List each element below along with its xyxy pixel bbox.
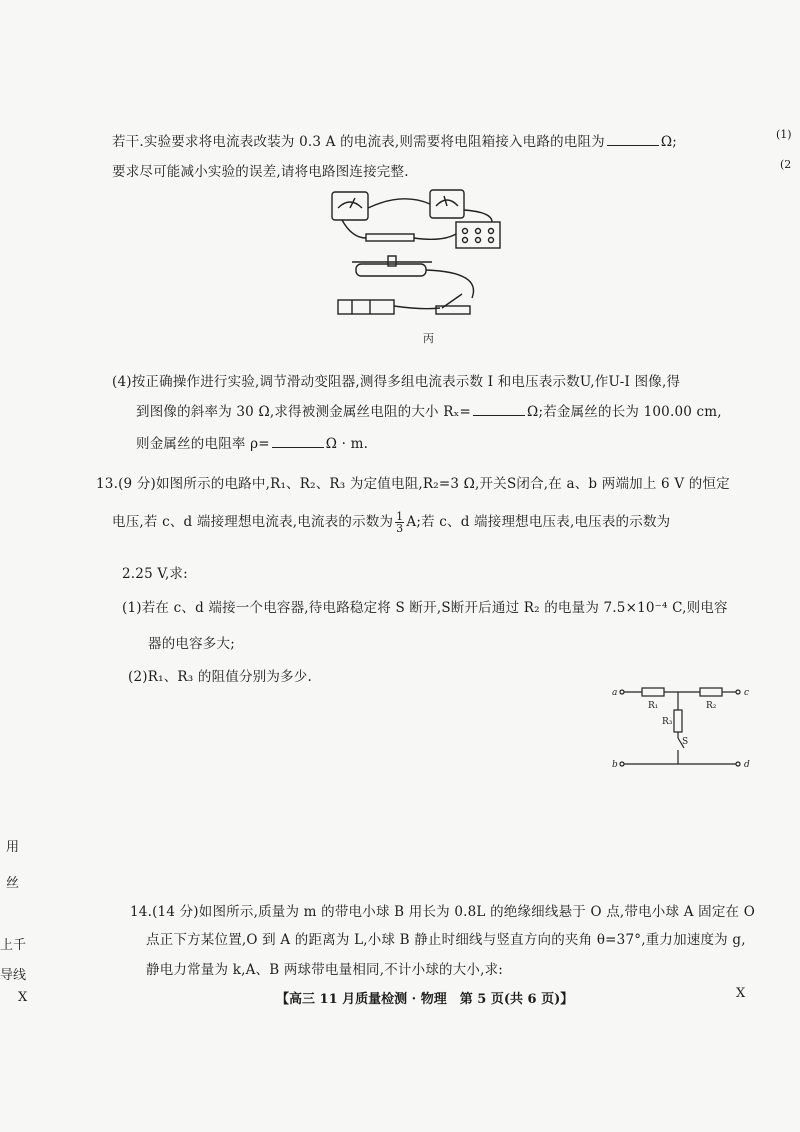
terminal-b [620,762,624,766]
label-s: S [682,737,689,747]
q12-part4-line3: 则金属丝的电阻率 ρ= Ω · m. [136,436,369,452]
right-edge-fragment: (1) [776,128,792,141]
metal-wire-board [366,234,414,241]
footer-x-mark: X [736,986,746,1001]
answer-blank [272,435,324,448]
q13-circuit-diagram [612,680,762,770]
figure-label: 丙 [423,332,435,345]
left-edge-x: X [18,990,28,1005]
label-a: a [612,688,618,698]
q13-sub2: (2)R₁、R₃ 的阻值分别为多少. [128,669,312,685]
q12-line2: 要求尽可能减小实验的误差,请将电路图连接完整. [112,164,409,180]
answer-blank [607,133,659,146]
q13-sub1-line1: (1)若在 c、d 端接一个电容器,待电路稳定将 S 断开,S断开后通过 R₂ 的电量为 7.5×10⁻⁴ C,则电容 [122,600,728,616]
resistor-r2 [700,688,722,696]
q14-line3: 静电力常量为 k,A、B 两球带电量相同,不计小球的大小,求: [146,962,504,978]
answer-blank [473,403,525,416]
q14-line2: 点正下方某位置,O 到 A 的距离为 L,小球 B 静止时细线与竖直方向的夹角 θ=37°,重力加速度为 g, [146,932,746,948]
fraction: $\frac{1}{3}$ [396,510,404,535]
page-footer: 【高三 11 月质量检测 · 物理 第 5 页(共 6 页)】 [276,992,574,1007]
terminal-d [736,762,740,766]
terminal-c [736,690,740,694]
label-b: b [612,760,618,770]
left-edge-fragment: 丝 [6,876,20,891]
resistance-box-icon [456,222,500,248]
q13-sub1-line2: 器的电容多大; [148,636,235,652]
q12-line1: 若干.实验要求将电流表改装为 0.3 A 的电流表,则需要将电阻箱接入电路的电阻为 Ω; [112,134,678,150]
resistor-r1 [642,688,664,696]
voltmeter-icon [332,192,368,220]
left-edge-fragment: 用 [6,840,20,855]
label-d: d [744,760,750,770]
q13-line1: 13.(9 分)如图所示的电路中,R₁、R₂、R₃ 为定值电阻,R₂=3 Ω,开关S闭合,在 a、b 两端加上 6 V 的恒定 [96,476,730,492]
label-r1: R₁ [648,701,659,711]
q12-part4-line2: 到图像的斜率为 30 Ω,求得被测金属丝电阻的大小 Rₓ= Ω;若金属丝的长为 100.00 cm, [136,404,722,420]
q14-line1: 14.(14 分)如图所示,质量为 m 的带电小球 B 用长为 0.8L 的绝缘细线悬于 O 点,带电小球 A 固定在 O [130,904,755,920]
battery-icon [338,300,394,314]
resistor-r3 [674,710,682,732]
label-c: c [744,688,750,698]
label-r3: R₃ [662,717,673,727]
right-edge-fragment: (2 [780,158,792,171]
q13-line2: 电压,若 c、d 端接理想电流表,电流表的示数为 $\frac{1}{3}$ A;若 c、d 端接理想电压表,电压表的示数为 [112,510,671,535]
label-r2: R₂ [706,701,717,711]
left-edge-fragment: 导线 [0,968,27,983]
q13-line3: 2.25 V,求: [122,566,188,582]
q12-part4-line1: (4)按正确操作进行实验,调节滑动变阻器,测得多组电流表示数 I 和电压表示数U,作U-I 图像,得 [112,374,681,390]
left-edge-fragment: 上千 [0,938,27,953]
terminal-a [620,690,624,694]
apparatus-figure [322,182,522,342]
